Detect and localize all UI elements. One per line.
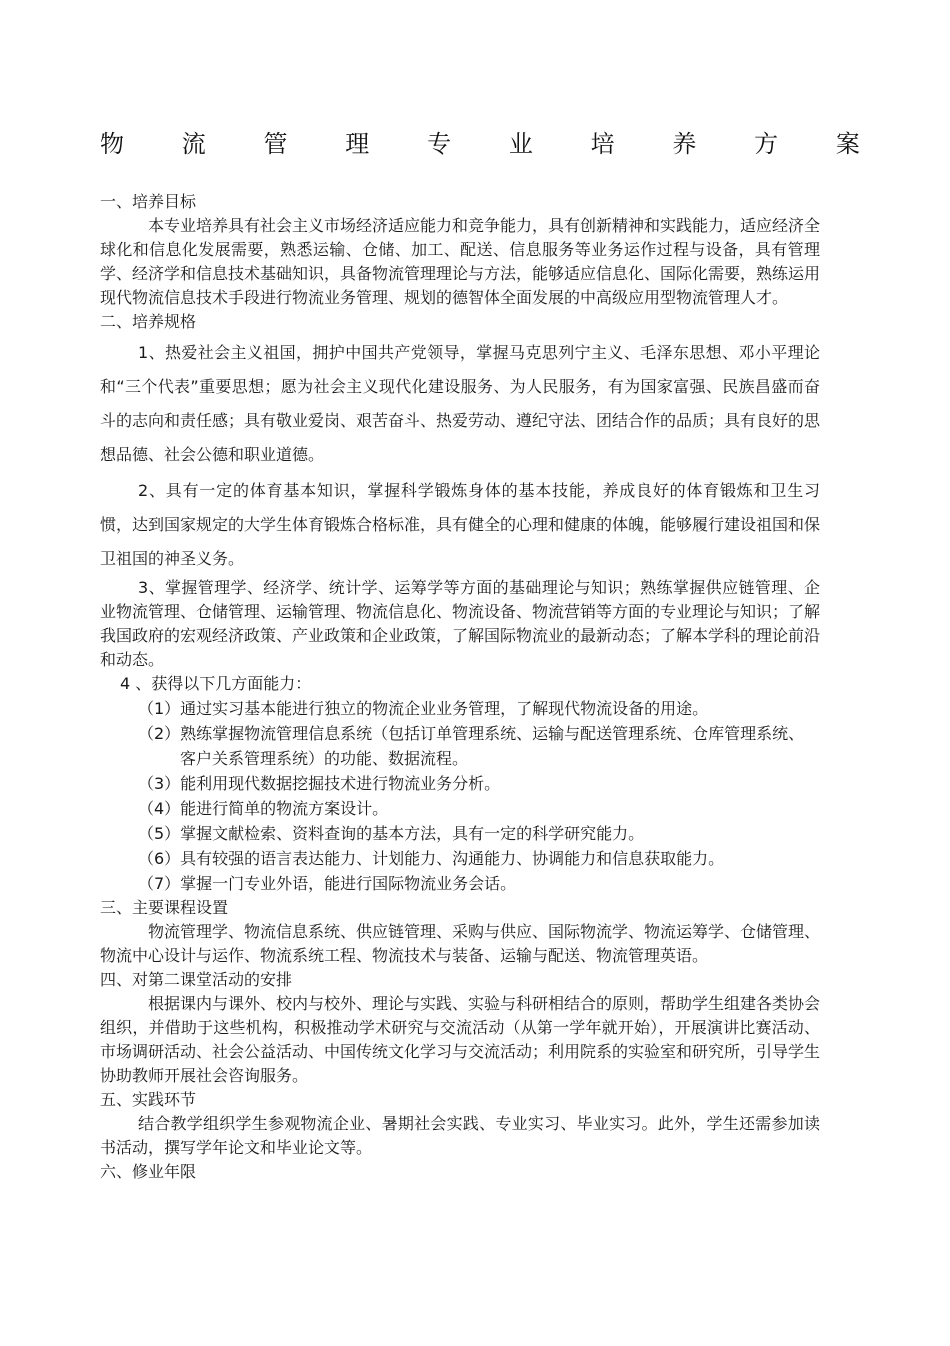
section-heading-specifications: 二、培养规格 (100, 312, 197, 331)
ability-item: （2）熟练掌握物流管理信息系统（包括订单管理系统、运输与配送管理系统、仓库管理系统、客户关系管理系统）的功能、数据流程。 (138, 724, 805, 768)
title-char: 案 (835, 130, 860, 158)
ability-item: （7）掌握一门专业外语，能进行国际物流业务会话。 (138, 874, 517, 893)
extracurricular-paragraph: 根据课内与课外、校内与校外、理论与实践、实验与科研相结合的原则，帮助学生组建各类协会组织，并借助于这些机构，积极推动学术研究与交流活动（从第一学年就开始），开展演讲比赛活动、市场调研活动、社会公益活动、中国传统文化学习与交流活动；利用院系的实验室和研究所，引导学生协助教师开展社会咨询服务。 (100, 994, 821, 1085)
ability-item: （3）能利用现代数据挖掘技术进行物流业务分析。 (138, 774, 501, 793)
title-char: 养 (672, 130, 697, 158)
title-char: 理 (345, 130, 370, 158)
objectives-paragraph: 本专业培养具有社会主义市场经济适应能力和竞争能力，具有创新精神和实践能力，适应经济全球化和信息化发展需要，熟悉运输、仓储、加工、配送、信息服务等业务运作过程与设备，具有管理学、经济学和信息技术基础知识，具备物流管理理论与方法，能够适应信息化、国际化需要，熟练运用现代物流信息技术手段进行物流业务管理、规划的德智体全面发展的中高级应用型物流管理人才。 (100, 216, 821, 307)
ability-item: （1）通过实习基本能进行独立的物流企业业务管理，了解现代物流设备的用途。 (138, 699, 709, 718)
ability-item: （4）能进行简单的物流方案设计。 (138, 799, 389, 818)
ability-item: （6）具有较强的语言表达能力、计划能力、沟通能力、协调能力和信息获取能力。 (138, 849, 725, 868)
title-char: 物 (100, 130, 124, 158)
spec-item-4: 4 、获得以下几方面能力： (120, 674, 312, 693)
section-heading-courses: 三、主要课程设置 (100, 898, 229, 917)
title-char: 管 (263, 130, 288, 158)
page-title (100, 128, 860, 160)
title-char: 业 (508, 130, 533, 158)
practice-paragraph: 结合教学组织学生参观物流企业、暑期社会实践、专业实习、毕业实习。此外，学生还需参加读书活动，撰写学年论文和毕业论文等。 (100, 1114, 820, 1157)
spec-item-3: 3、掌握管理学、经济学、统计学、运筹学等方面的基础理论与知识；熟练掌握供应链管理、企业物流管理、仓储管理、运输管理、物流信息化、物流设备、物流营销等方面的专业理论与知识；了解我国政府的宏观经济政策、产业政策和企业政策，了解国际物流业的最新动态；了解本学科的理论前沿和动态。 (100, 578, 821, 669)
spec-item-2: 2、具有一定的体育基本知识，掌握科学锻炼身体的基本技能，养成良好的体育锻炼和卫生习惯，达到国家规定的大学生体育锻炼合格标准，具有健全的心理和健康的体魄，能够履行建设祖国和保卫祖国的神圣义务。 (100, 481, 821, 568)
title-char: 流 (181, 130, 206, 158)
section-heading-extracurricular: 四、对第二课堂活动的安排 (100, 970, 293, 989)
document-body (100, 190, 820, 1184)
title-char: 专 (427, 130, 452, 158)
spec-item-1: 1、热爱社会主义祖国，拥护中国共产党领导，掌握马克思列宁主义、毛泽东思想、邓小平理论和“三个代表”重要思想；愿为社会主义现代化建设服务、为人民服务，有为国家富强、民族昌盛而奋斗的志向和责任感；具有敬业爱岗、艰苦奋斗、热爱劳动、遵纪守法、团结合作的品质；具有良好的思想品德、社会公德和职业道德。 (100, 343, 821, 464)
section-heading-duration: 六、修业年限 (100, 1162, 197, 1181)
title-char: 方 (754, 130, 779, 158)
title-char: 培 (590, 130, 615, 158)
section-heading-practice: 五、实践环节 (100, 1090, 197, 1109)
courses-paragraph: 物流管理学、物流信息系统、供应链管理、采购与供应、国际物流学、物流运筹学、仓储管理、物流中心设计与运作、物流系统工程、物流技术与装备、运输与配送、物流管理英语。 (100, 922, 821, 965)
ability-item: （5）掌握文献检索、资料查询的基本方法，具有一定的科学研究能力。 (138, 824, 645, 843)
section-heading-objectives: 一、培养目标 (100, 192, 197, 211)
